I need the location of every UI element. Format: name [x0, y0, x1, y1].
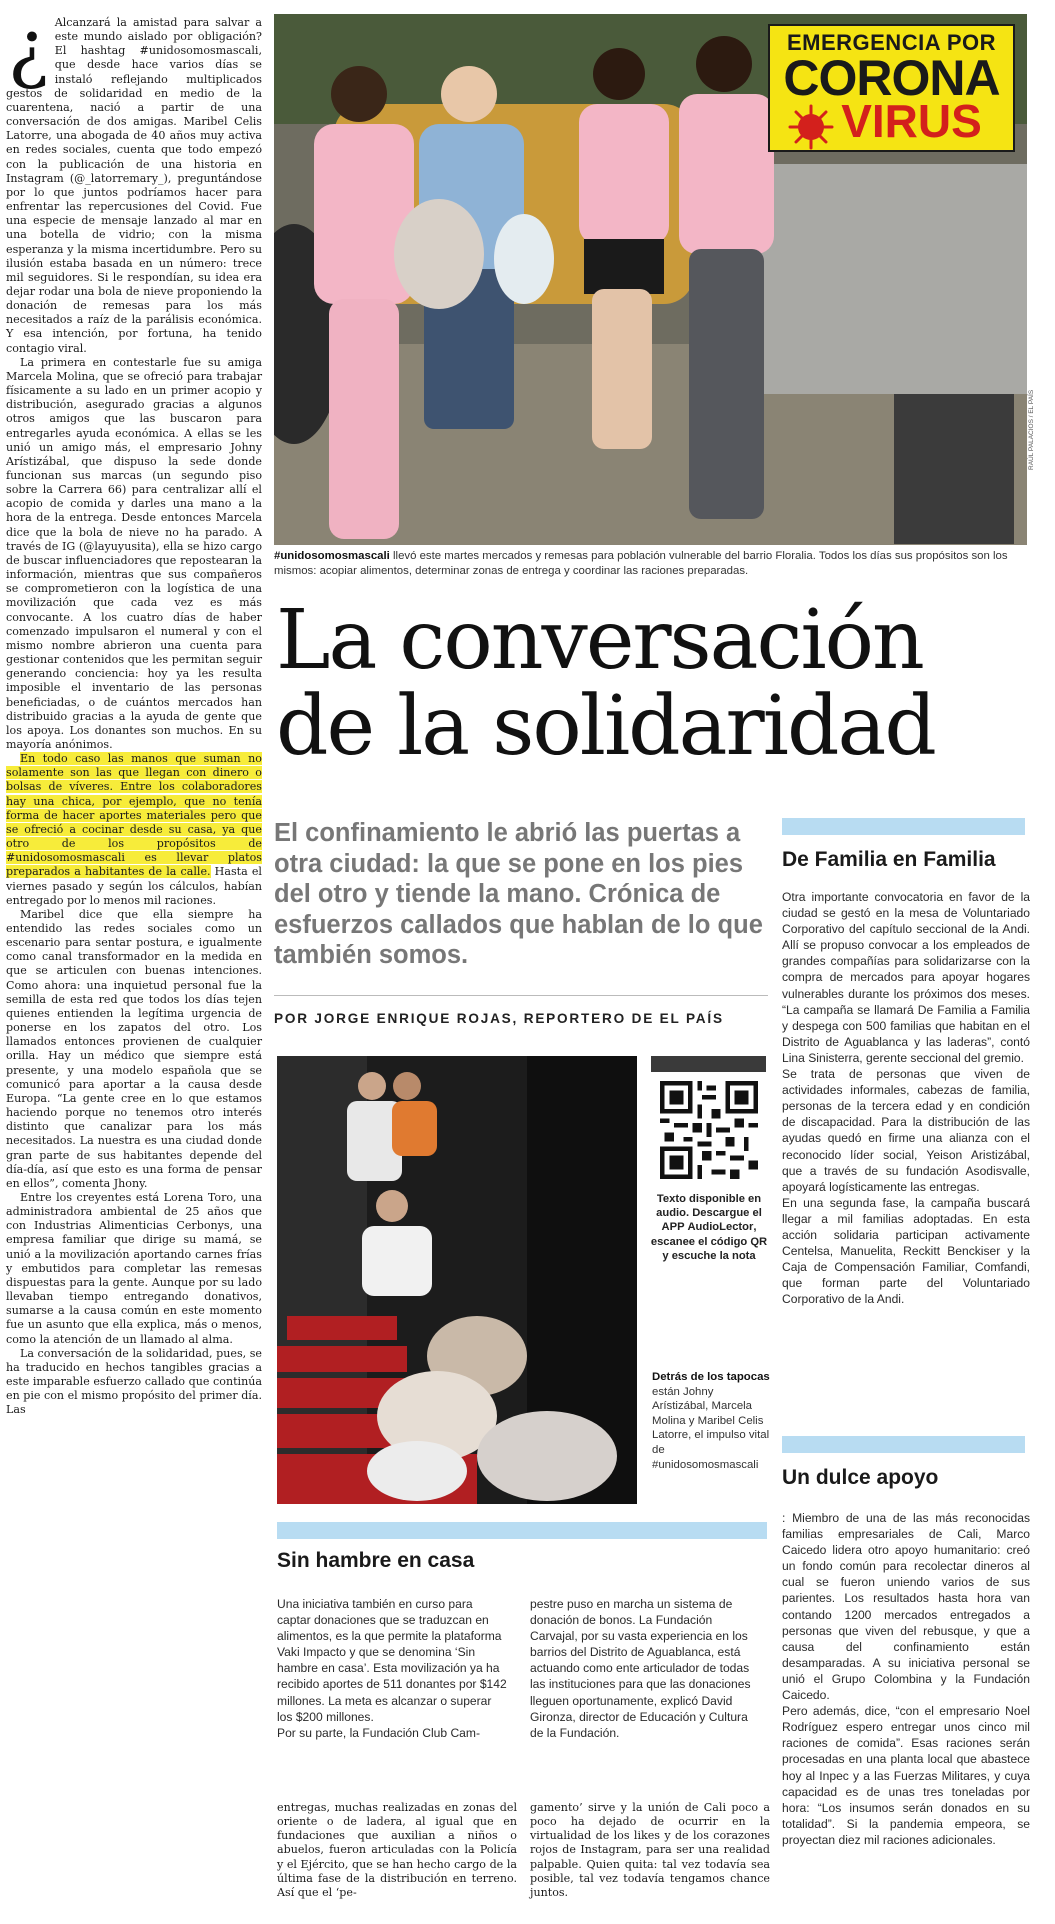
qr-app-name: AudioLector [687, 1221, 754, 1234]
box-paragraph: Por su parte, la Fundación Club Cam- [277, 1725, 481, 1740]
article-paragraph-1: Alcanzará la amistad para salvar a este mundo aislado por obligación? El hashtag #unidosomosmascali, que desde hace varios días se instaló reflejando multiplicados gestos de solidaridad en medio de la cuarentena, nació a partir de una conversación de dos amigas. Maribel Celis Latorre, una abogada de 40 años muy activa en redes sociales, cuenta que todo empezó con la publicación de una historia en Instagram (@_latorremary_), preguntándose por lo que juntos podríamos hacer para enfrentar las repercusiones del Covid. Fue una especie de mensaje lanzado al mar en una botella de vidrio; con la misma esperanza y la misma incertidumbre. Pero su ilusión estaba basada en un número: trece mil seguidores. Si le respondían, su idea era dejar rodar una bola de nieve proponiendo la donación de remesas para los más necesitados a raíz de la parálisis económica. Y esa intención, por fortuna, ha tenido contagio viral. [6, 16, 262, 355]
sidebar-text-dulce [782, 1510, 1030, 1848]
caption-body: están Johny Arístizábal, Marcela Molina y Maribel Celis Latorre, el impulso vital de #unidosomosmascali [652, 1385, 770, 1471]
secondary-photo-caption [652, 1370, 770, 1472]
divider [274, 995, 768, 996]
qr-text-post: , escanee el código QR y escuche la nota [650, 1221, 768, 1262]
qr-header-bar [651, 1056, 766, 1072]
article-continuation-1: entregas, muchas realizadas en zonas del oriente o de ladera, al igual que en fundaciones que auxilian a niños o abuelos, fueron articuladas con la Policía y el Ejército, que se han hecho cargo de la última fase de la distribución en terreno. Así que el ‘pe- [277, 1801, 517, 1899]
box-title-sin-hambre: Sin hambre en casa [277, 1549, 475, 1572]
qr-instructions [650, 1192, 768, 1263]
drop-cap: ¿ [8, 3, 49, 92]
photo-credit: RAÚL PALACIOS / EL PAÍS [1028, 389, 1035, 470]
headline-line-2: de la solidaridad [276, 679, 935, 774]
sidebar-accent-bar [782, 818, 1025, 835]
headline [276, 593, 1036, 774]
article-paragraph-3 [6, 752, 262, 908]
caption-text: llevó este martes mercados y remesas para población vulnerable del barrio Floralia. Todos los días sus propósitos son los mismos: acopiar alimentos, determinar zonas de entrega y coordinar las raciones preparadas. [274, 550, 1008, 577]
main-photo-caption [274, 549, 1027, 579]
secondary-photo [277, 1056, 637, 1504]
coronavirus-emergency-badge [768, 24, 1015, 152]
box-accent-bar [277, 1522, 767, 1539]
box-column-2: pestre puso en marcha un sistema de donación de bonos. La Fundación Carvajal, por su vasta experiencia en los barrios del Distrito de Aguablanca, está actuando como ente articulador de todas las instituciones para que las donaciones lleguen oportunamente, explicó David Gironza, director de Educación y Cultura de la Fundación. [530, 1597, 751, 1740]
qr-text-pre: Texto disponible en audio. Descargue el APP [656, 1193, 762, 1234]
caption-hashtag: #unidosomosmascali [274, 550, 390, 562]
sidebar-title-familia: De Familia en Familia [782, 848, 996, 871]
sidebar-paragraph: En una segunda fase, la campaña buscará llegar a mil familias adoptadas. En esta acción solidaria participan activamente Centelsa, Manuelita, Reckitt Benckiser y la Caja de Compensación Familiar, Comfandi, que forman parte del Voluntariado Corporativo de la Andi. [782, 1195, 1030, 1307]
sidebar-title-dulce: Un dulce apoyo [782, 1466, 939, 1489]
badge-line-3: VIRUS [841, 95, 982, 147]
highlighted-text: En todo caso las manos que suman no solamente son las que llegan con dinero o bolsas de víveres. Entre los colaboradores hay una chica, por ejemplo, que no tenía forma de hacer aportes materiales pero que se ofreció a cocinar desde su casa, ya que otro de los propósitos de #unidosomosmascali es llevar platos preparados a habitantes de la calle. [6, 752, 262, 879]
headline-line-1: La conversación [276, 593, 923, 688]
qr-code-icon[interactable] [660, 1081, 758, 1179]
sidebar-accent-bar [782, 1436, 1025, 1453]
stairs-illustration [277, 1056, 637, 1504]
sidebar-paragraph: Otra importante convocatoria en favor de la ciudad se gestó en la mesa de Voluntariado Corporativo del capítulo seccional de la Andi. Allí se propuso convocar a los empleados de grandes compañías para solidarizarse con la compra de mercados para apoyar hogares vulnerables durante los próximos dos meses. “La campaña se llamará De Familia a Familia y despega con 500 familias que habitan en el Distrito de Aguablanca y las laderas”, contó Lina Sinisterra, gerente seccional del gremio. [782, 890, 1030, 1065]
deck-subtitle: El confinamiento le abrió las puertas a otra ciudad: la que se pone en los pies del otro y tiende la mano. Crónica de esfuerzos callados que hablan de lo que también somos. [274, 819, 763, 969]
article-paragraph-5: Entre los creyentes está Lorena Toro, una administradora ambiental de 25 años que con Industrias Alimenticias Cerbonys, una empresa familiar que dirige su mamá, se unió a la movilización aportando carnes frías y embutidos para completar las remesas dispuestas para la gente. Aunque por su lado llevaban tiempo entregando donativos, sumarse a la causa común en este momento fue un asunto que ella explica, más o menos, como la atención de un llamado al alma. [6, 1190, 262, 1346]
sidebar-text-familia [782, 889, 1030, 1307]
article-continuation-2: gamento’ sirve y la unión de Cali poco a poco ha dejado de ocurrir en la virtualidad de los likes y de los corazones rojos de Instagram, para ser una realidad palpable. Quien quita: tal vez todavía sea posible, tal vez todavía tengamos chance juntos. [530, 1801, 770, 1899]
caption-lead: Detrás de los tapocas [652, 1371, 770, 1383]
article-paragraph-6: La conversación de la solidaridad, pues, se ha traducido en hechos tangibles gracias a este imparable esfuerzo callado que continúa en pie con el mismo propósito del primer día. Las [6, 1346, 262, 1417]
badge-line-1: EMERGENCIA POR [786, 30, 997, 55]
article-paragraph-4: Maribel dice que ella siempre ha entendido las redes sociales como un escenario para sentar postura, e igualmente como canal transformador en la medida en que se articulen con buenas intenciones. Como ahora: una inquietud personal fue la semilla de esta red que todos los días tejen quienes entienden la legítima urgencia de ponerse en los zapatos del otro. Los llamados entonces provienen de cualquier orilla. Hay un médico que siempre está presente, y una modelo española que se comunicó para aportar a la causa desde Europa. “La gente cree en lo que estamos haciendo porque no tenemos otro interés distinto que canalizar para los más necesitados. La nuestra es una ciudad donde gran parte de sus habitantes depende del día-día, así que esto es una forma de pensar en ellos”, comenta Jhony. [6, 907, 262, 1190]
sidebar-paragraph: : Miembro de una de las más reconocidas familias empresariales de Cali, Marco Caicedo lidera otro apoyo humanitario: creó un fondo común para recolectar dineros al cual se fueron uniendo varios de sus parientes. Los resultados hasta hora van contando 1200 mercados entregados a personas que viven del rebusque, y que a causa del confinamiento están desamparadas. A su iniciativa personal se unió el Grupo Colombina y la Fundación Caicedo. [782, 1511, 1030, 1703]
paragraph-3-rest: Hasta el viernes pasado y según los cálculos, habían entregado por lo menos mil raciones. [6, 865, 262, 907]
badge-line-2: CORONA [783, 50, 1000, 106]
virus-icon [788, 104, 834, 150]
article-paragraph-2: La primera en contestarle fue su amiga Marcela Molina, que se ofreció para trabajar físicamente a su lado en un primer acopio y distribución, asegurado gracias a algunos otros amigos que las buscaron para entregarles ayuda económica. A ellas se les unió un amigo más, el empresario Johny Arístizábal, que dispuso la sede donde funcionan sus marcas (un segundo piso sobre la Carrera 66) para centralizar allí el acopio de comida y darles una mano a la hora de la entrega. Desde entonces Marcela dice que la bola de nieve no ha parado. A través de IG (@layuyusita), ella se hizo cargo de buscar influenciadores que repostearan la información, mientras que sus compañeros se comprometieron con la logística de una movilización que cada vez es más convocante. A los cuatro días de haber comenzado impulsaron el numeral y con el mismo nombre abrieron una cuenta para gestionar contenidos que les permitan seguir generando conciencia: hoy ya les resulta imposible el inventario de las personas beneficiadas, o de cuántos mercados han distribuido gracias a la ayuda de gente que los apoya. Los donantes son muchos. En su mayoría anónimos. [6, 355, 262, 751]
sidebar-paragraph: Pero además, dice, “con el empresario Noel Rodríguez espero entregar unos cinco mil raciones de comida”. Esas raciones serán procesadas en una planta local que abastece hoy al Inpec y a las Fuerzas Militares, y cuya capacidad es de unas tres toneladas por hora: “Los insumos serán donados en su totalidad”. Si la pandemia empeora, se proyectan diez mil raciones adicionales. [782, 1704, 1030, 1847]
byline: POR JORGE ENRIQUE ROJAS, REPORTERO DE EL PAÍS [274, 1011, 724, 1026]
left-article-column [6, 3, 262, 1417]
box-column-1 [277, 1596, 509, 1741]
box-paragraph: Una iniciativa también en curso para captar donaciones que se traduzcan en alimentos, es la que permite la plataforma Vaki Impacto y que se denomina ‘Sin hambre en casa’. Esta movilización ya ha recibido aportes de 511 donantes por $142 millones. La meta es alcanzar o superar los $200 millones. [277, 1597, 507, 1724]
sidebar-paragraph: Se trata de personas que viven de actividades informales, cabezas de familia, personas de la tercera edad y en condición de discapacidad. Para la distribución de las ayudas quedó en firme una alianza con el reconocido líder social, Yeison Aristizábal, que a través de su fundación Asodisvalle, apoyará logísticamente las entregas. [782, 1067, 1030, 1194]
